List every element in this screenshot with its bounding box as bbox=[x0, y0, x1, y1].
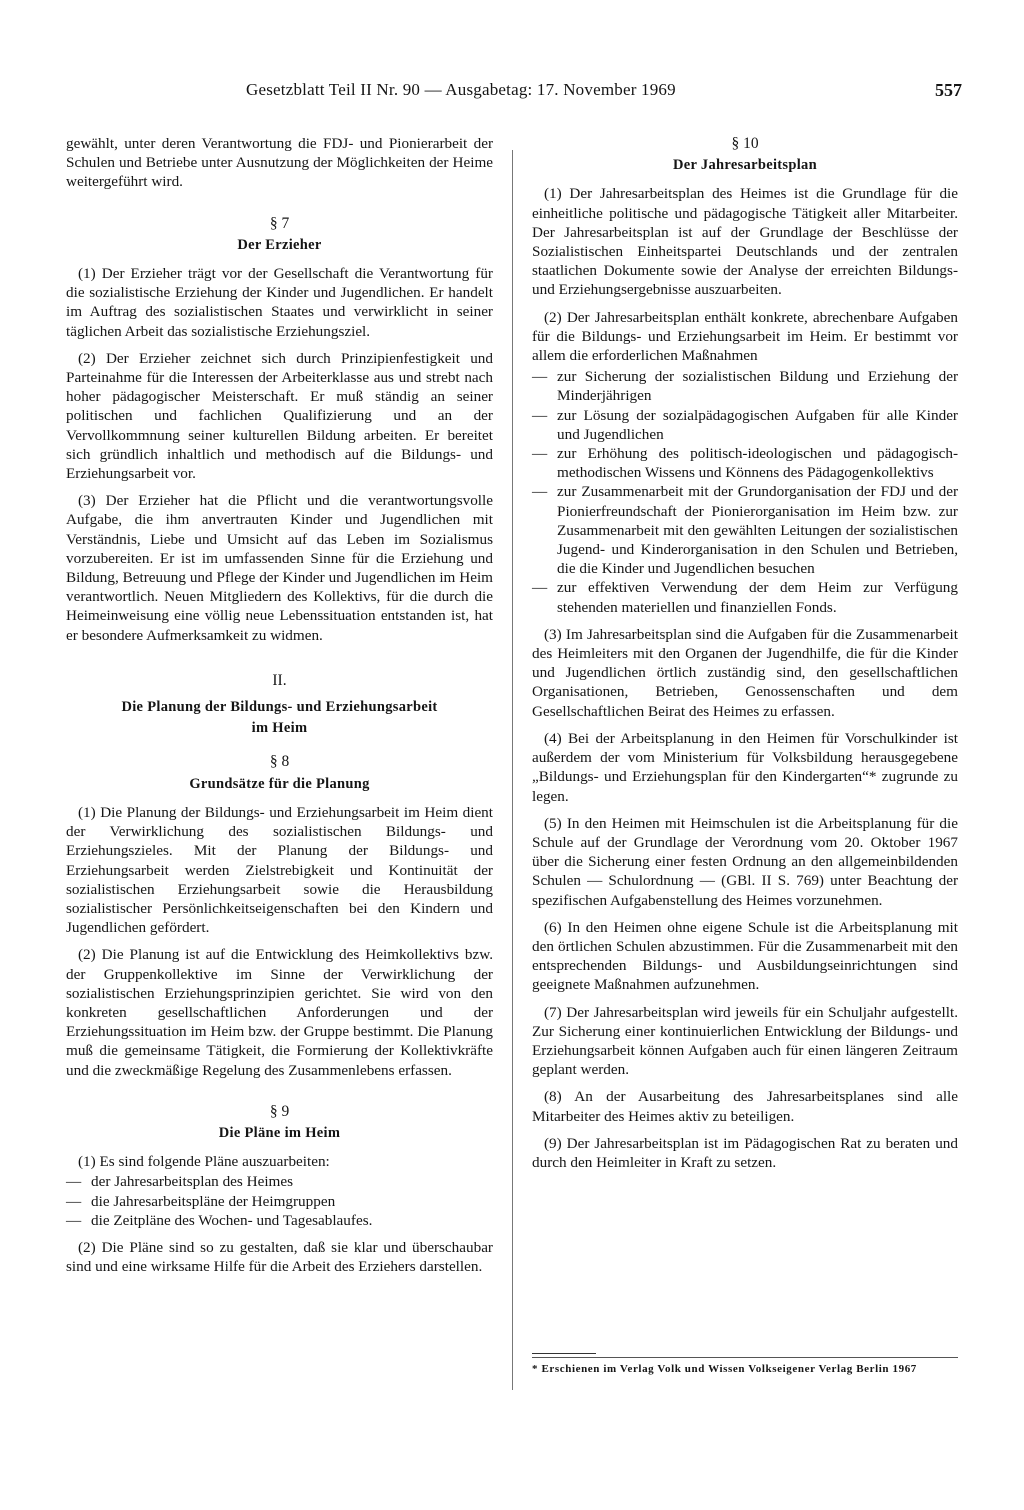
section-10-paragraph-9: (9) Der Jahresarbeitsplan ist im Pädagogischen Rat zu beraten und durch den Heimleiter in Kraft zu setzen. bbox=[532, 1134, 958, 1171]
list-item: — die Zeitpläne des Wochen- und Tagesablaufes. bbox=[66, 1211, 493, 1230]
section-9-plan-list bbox=[66, 1172, 493, 1230]
intro-paragraph: gewählt, unter deren Verantwortung die FDJ- und Pionierarbeit der Schulen und Betriebe unter Ausnutzung der Möglichkeiten der Heime weitergeführt wird. bbox=[66, 135, 493, 191]
section-9-title: Die Pläne im Heim bbox=[218, 1124, 341, 1141]
part-2-number: II. bbox=[272, 671, 287, 689]
list-item: — zur effektiven Verwendung der dem Heim zur Verfügung stehenden materiellen und finanziellen Fonds. bbox=[532, 578, 958, 616]
section-7-number: § 7 bbox=[269, 214, 290, 232]
section-7-paragraph-2: (2) Der Erzieher zeichnet sich durch Prinzipienfestigkeit und Parteinahme für die Interessen der Arbeiterklasse aus und strebt nach hoher pädagogischer Meisterschaft. Er muß ständig an seiner politischen und fachlichen Qualifizierung und an der Vervollkommnung seiner kulturellen Bildung arbeiten. Er bereitet sich gründlich inhaltlich und methodisch auf die Bildungs- und Erziehungsarbeit vor. bbox=[66, 349, 493, 483]
list-item: — zur Erhöhung des politisch-ideologischen und pädagogisch-methodischen Wissens und Könnens des Pädagogenkollektivs bbox=[532, 444, 958, 482]
section-7-title: Der Erzieher bbox=[237, 236, 322, 253]
section-9-paragraph-1: (1) Es sind folgende Pläne auszuarbeiten: bbox=[78, 1153, 330, 1171]
right-column bbox=[532, 134, 958, 1180]
part-2-title-line-1: Die Planung der Bildungs- und Erziehungsarbeit bbox=[121, 699, 438, 716]
header-title: Gesetzblatt Teil II Nr. 90 — Ausgabetag: 17. November 1969 bbox=[246, 80, 676, 99]
footnote-rule bbox=[532, 1353, 596, 1354]
left-column bbox=[66, 134, 493, 1284]
section-8-paragraph-1: (1) Die Planung der Bildungs- und Erziehungsarbeit im Heim dient der Verwirklichung des sozialistischen Bildungs- und Erziehungszieles. Mit der Planung der Bildungs- und Erziehungsarbeit werden Zielstrebigkeit und Kontinuität der sozialistischen Erziehungsarbeit sowie die Herausbildung sozialistischer Persönlichkeitseigenschaften bei den Kindern und Jugendlichen gefördert. bbox=[66, 803, 493, 937]
section-10-paragraph-2: (2) Der Jahresarbeitsplan enthält konkrete, abrechenbare Aufgaben für die Bildungs- und Erziehungsarbeit im Heim. Er bestimmt vor allem die erforderlichen Maßnahmen bbox=[532, 308, 958, 365]
section-10-paragraph-7: (7) Der Jahresarbeitsplan wird jeweils für ein Schuljahr aufgestellt. Zur Sicherung einer kontinuierlichen Entwicklung der Bildungs- und Erziehungsarbeit können Aufgaben auch für einen längeren Zeitraum geplant werden. bbox=[532, 1003, 958, 1079]
list-item: — zur Zusammenarbeit mit der Grundorganisation der FDJ und der Pionierfreundschaft der Pionierorganisation im Heim bzw. zur Zusammenarbeit mit den gewählten Leitungen der sozialistischen Jugend- und Kinderorganisation in den Schulen und Betrieben, die die Kinder und Jugendlichen besuchen bbox=[532, 482, 958, 578]
section-10-paragraph-3: (3) Im Jahresarbeitsplan sind die Aufgaben für die Zusammenarbeit des Heimleiters mit den Organen der Jugendhilfe, die für die Kinder und Jugendlichen örtlich zuständig sind, den gesellschaftlichen Organisationen, Betrieben, Genossenschaften und dem Gesellschaftlichen Beirat des Heimes zu erfassen. bbox=[532, 625, 958, 720]
section-10-paragraph-4: (4) Bei der Arbeitsplanung in den Heimen für Vorschulkinder ist außerdem der vom Ministerium für Volksbildung herausgegebene „Bildungs- und Erziehungsplan für den Kindergarten“* zugrunde zu legen. bbox=[532, 729, 958, 805]
section-9-paragraph-2: (2) Die Pläne sind so zu gestalten, daß sie klar und überschaubar sind und eine wirksame Hilfe für die Arbeit des Erziehers darstellen. bbox=[66, 1238, 493, 1276]
list-item: — zur Sicherung der sozialistischen Bildung und Erziehung der Minderjährigen bbox=[532, 367, 958, 405]
section-10-title: Der Jahresarbeitsplan bbox=[673, 157, 817, 174]
list-item: — zur Lösung der sozialpädagogischen Aufgaben für alle Kinder und Jugendlichen bbox=[532, 406, 958, 444]
section-8-title: Grundsätze für die Planung bbox=[189, 775, 370, 792]
section-10-number: § 10 bbox=[731, 135, 759, 152]
section-10-measures-list bbox=[532, 367, 958, 617]
page-header bbox=[66, 80, 962, 110]
section-7-paragraph-3: (3) Der Erzieher hat die Pflicht und die verantwortungsvolle Aufgabe, die ihm anvertrauten Kinder und Jugendlichen mit Verständnis, Liebe und Umsicht auf das Leben im Sozialismus vorzubereiten. Er ist im umfassenden Sinne für die Erziehung und Bildung, Betreuung und Pflege der Kinder und Jugendlichen im Heim verantwortlich. Neuen Mitgliedern des Kollektivs, für die durch die Heimeinweisung eine völlig neue Lebenssituation entstanden ist, hat er besondere Aufmerksamkeit zu widmen. bbox=[66, 492, 493, 644]
section-10-paragraph-5: (5) In den Heimen mit Heimschulen ist die Arbeitsplanung für die Schule auf der Grundlage der Verordnung vom 20. Oktober 1967 über die Sicherung einer festen Ordnung an den allgemeinbildenden Schulen — Schulordnung — (GBl. II S. 769) unter Beachtung der spezifischen Aufgabenstellung des Heimes vorzunehmen. bbox=[532, 814, 958, 909]
list-item: — der Jahresarbeitsplan des Heimes bbox=[66, 1172, 493, 1191]
section-7-paragraph-1: (1) Der Erzieher trägt vor der Gesellschaft die Verantwortung für die sozialistische Erziehung der Kinder und Jugendlichen. Er handelt im Auftrag des sozialistischen Staates und verwirklicht in seiner täglichen Arbeit das sozialistische Erziehungsziel. bbox=[66, 265, 493, 340]
section-10-paragraph-1: (1) Der Jahresarbeitsplan des Heimes ist die Grundlage für die einheitliche politische und pädagogische Tätigkeit aller Mitarbeiter. Der Jahresarbeitsplan ist auf der Grundlage der Beschlüsse der Sozialistischen Einheitspartei Deutschlands und der zentralen staatlichen Dokumente sowie der Analyse der erreichten Bildungs- und Erziehungsergebnisse auszuarbeiten. bbox=[532, 185, 958, 299]
footnote: * Erschienen im Verlag Volk und Wissen Volkseigener Verlag Berlin 1967 bbox=[532, 1357, 958, 1376]
list-item: — die Jahresarbeitspläne der Heimgruppen bbox=[66, 1192, 493, 1211]
section-10-paragraph-6: (6) In den Heimen ohne eigene Schule ist die Arbeitsplanung mit den örtlichen Schulen abzustimmen. Für die Zusammenarbeit mit den entsprechenden Bildungs- und Ausbildungseinrichtungen sind geeignete Maßnahmen aufzunehmen. bbox=[532, 918, 958, 994]
column-divider bbox=[512, 150, 513, 1390]
part-2-title-line-2: im Heim bbox=[251, 720, 308, 737]
section-8-number: § 8 bbox=[269, 753, 290, 771]
page-number: 557 bbox=[935, 80, 962, 100]
section-9-number: § 9 bbox=[269, 1102, 290, 1120]
section-8-paragraph-2: (2) Die Planung ist auf die Entwicklung des Heimkollektivs bzw. der Gruppenkollektive im Sinne der Verwirklichung der sozialistischen Erziehungsprinzipien gerichtet. Sie wird von den konkreten gesellschaftlichen Anforderungen und der Erziehungssituation im Heim bzw. der Gruppe bestimmt. Die Planung muß die gemeinsame Tätigkeit, die Formierung der Kollektivkräfte und die zweckmäßige Regelung des Zusammenlebens erfassen. bbox=[66, 946, 493, 1079]
section-10-paragraph-8: (8) An der Ausarbeitung des Jahresarbeitsplanes sind alle Mitarbeiter des Heimes aktiv zu beteiligen. bbox=[532, 1088, 958, 1125]
